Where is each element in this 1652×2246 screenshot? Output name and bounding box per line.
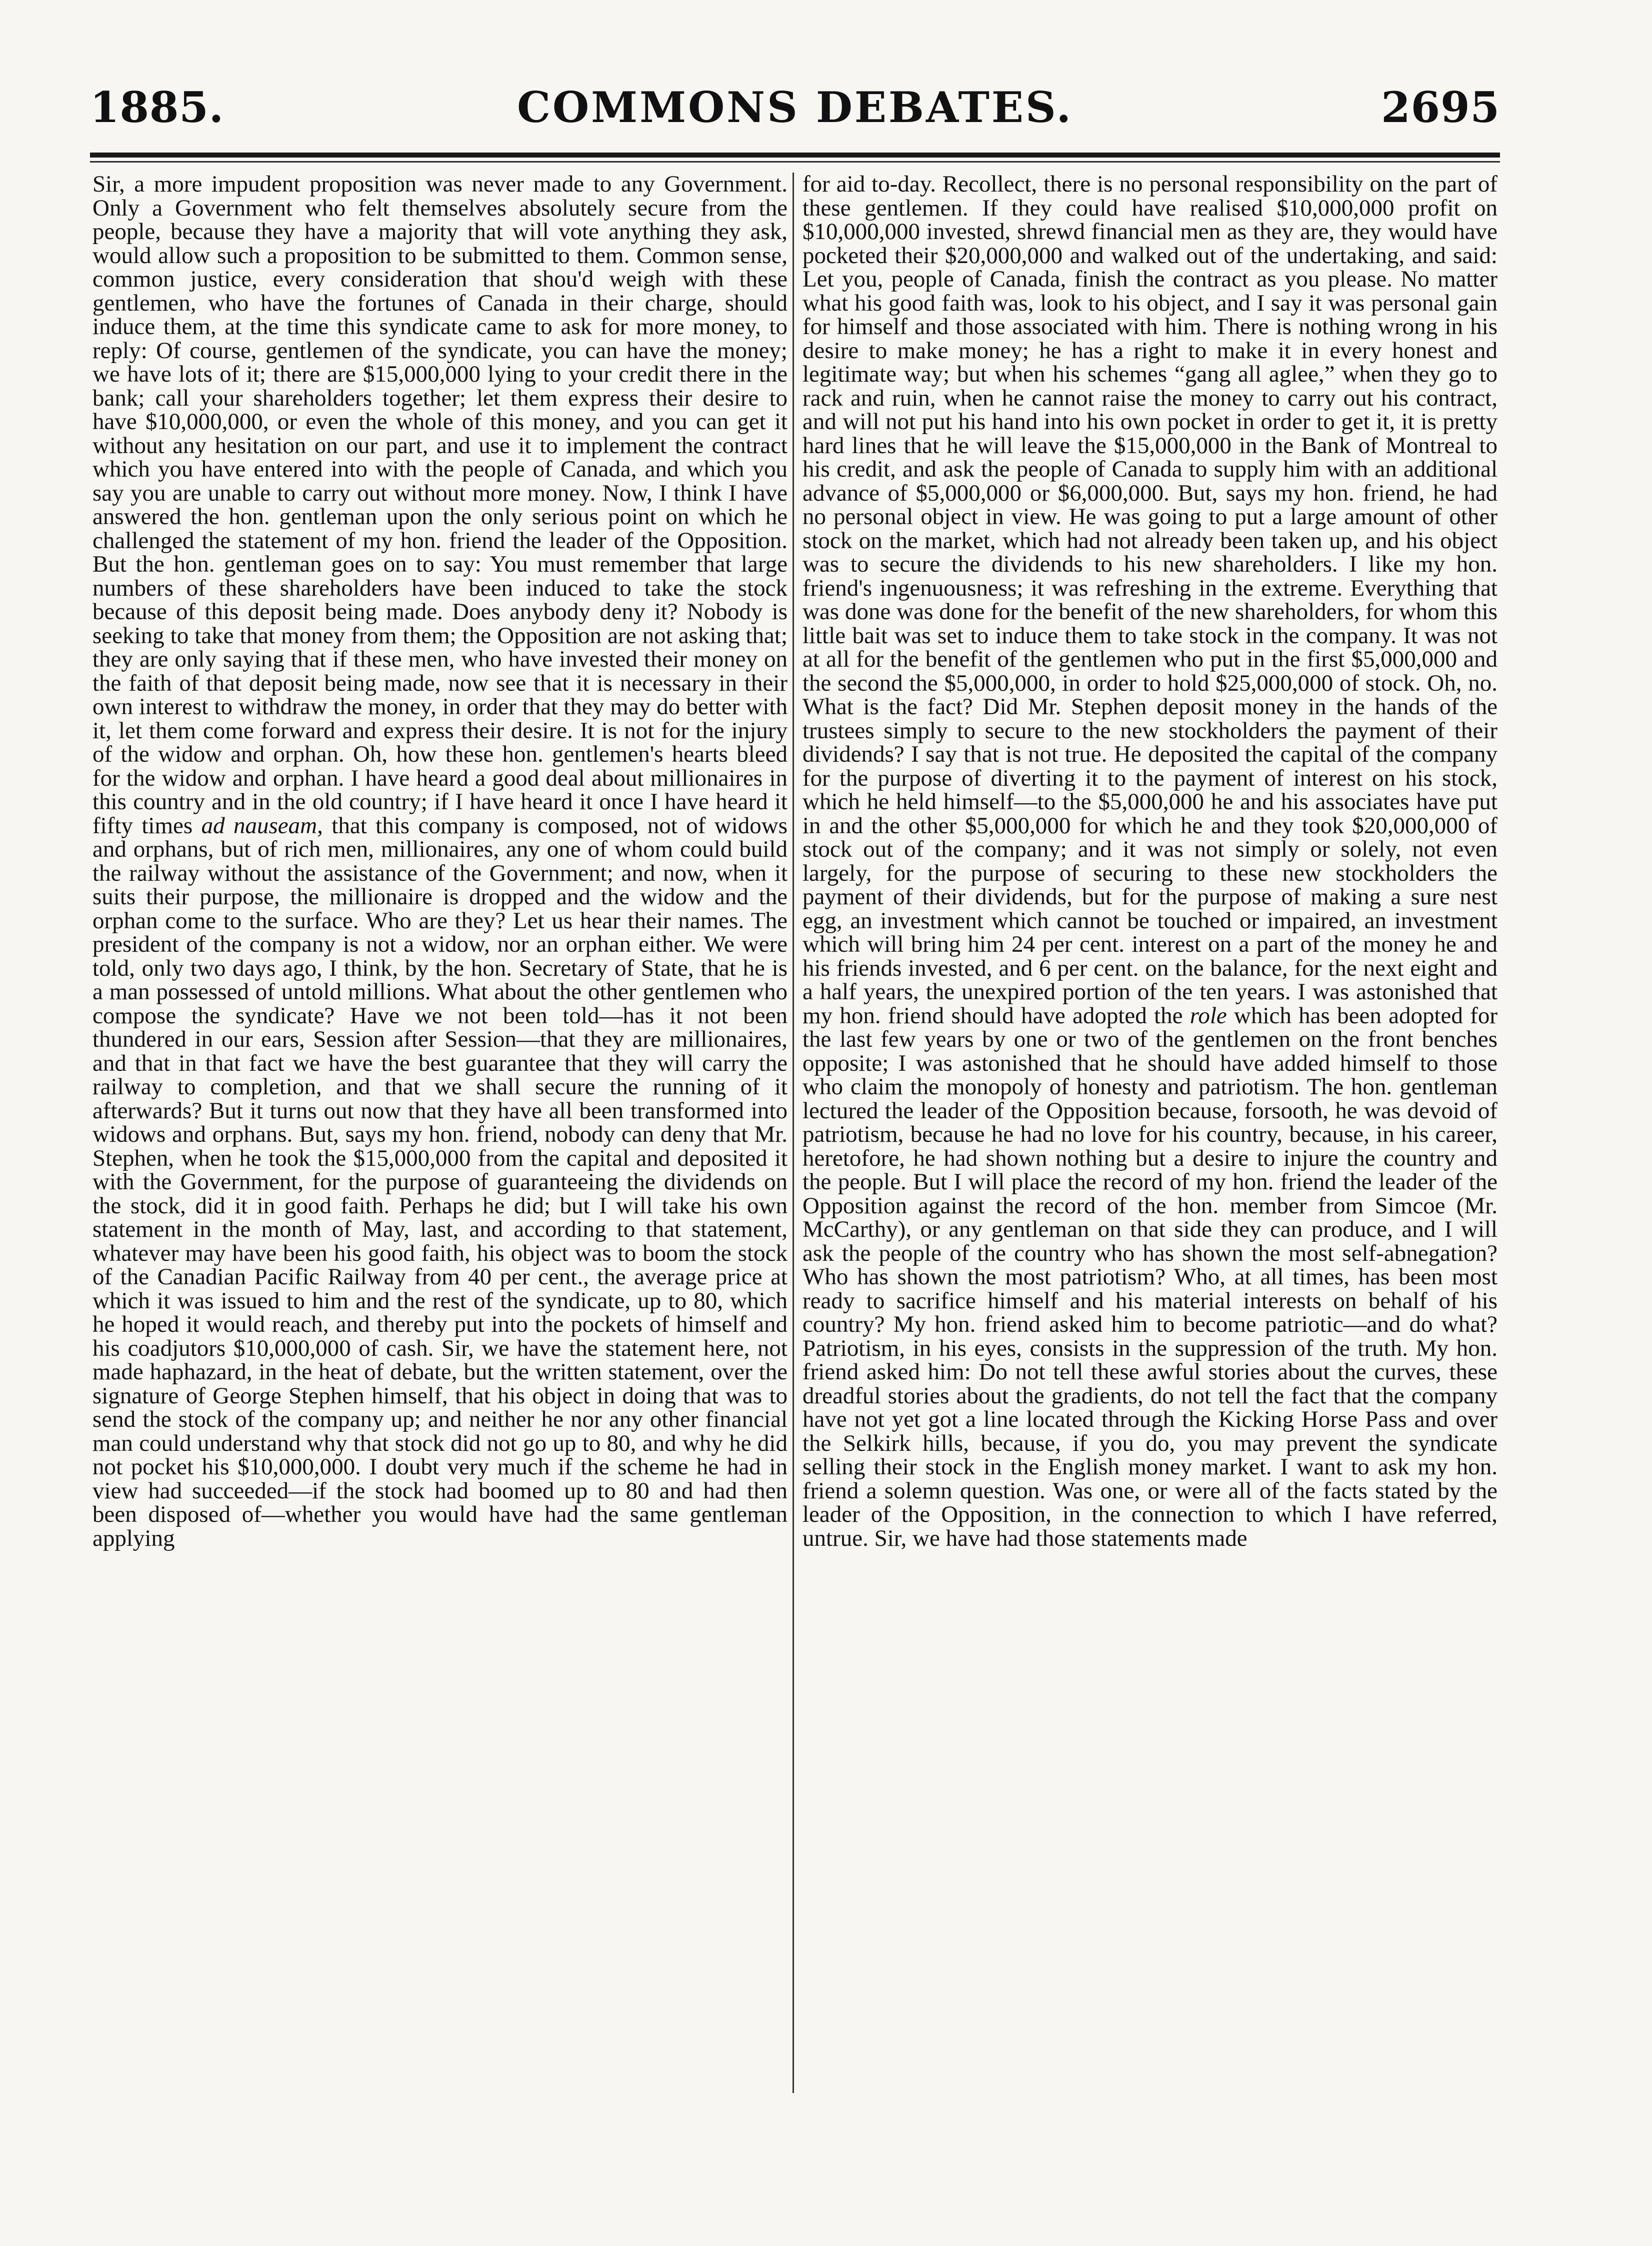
header-title: COMMONS DEBATES.	[517, 83, 1073, 132]
left-column	[92, 173, 788, 2093]
left-text-part-1: Sir, a more impudent proposition was never made to any Government. Only a Government who felt themselves absolutely secure from the people, because they have a majority that will vote anything they ask, would allow such a proposition to be submitted to them. Common sense, common justice, every consideration that shou'd weigh with these gentlemen, who have the fortunes of Canada in their charge, should induce them, at the time this syndicate came to ask for more money, to reply: Of course, gentlemen of the syndicate, you can have the money; we have lots of it; there are $15,000,000 lying to your credit there in the bank; call your shareholders together; let them express their desire to have $10,000,000, or even the whole of this money, and you can get it without any hesitation on our part, and use it to implement the contract which you have entered into with the people of Canada, and which you say you are unable to carry out without more money. Now, I think I have answered the hon. gentleman upon the only serious point on which he challenged the statement of my hon. friend the leader of the Opposition. But the hon. gentleman goes on to say: You must remember that large numbers of these shareholders have been induced to take the stock because of this deposit being made. Does anybody deny it? Nobody is seeking to take that money from them; the Opposition are not asking that; they are only saying that if these men, who have invested their money on the faith of that deposit being made, now see that it is necessary in their own interest to withdraw the money, in order that they may do better with it, let them come forward and express their desire. It is not for the injury of the widow and orphan. Oh, how these hon. gentlemen's hearts bleed for the widow and orphan. I have heard a good deal about millionaires in this country and in the old country; if I have heard it once I have heard it fifty times	[92, 173, 788, 839]
right-text-italic: role	[1190, 1002, 1227, 1029]
right-column	[802, 173, 1498, 2093]
left-text-part-2: , that this company is composed, not of widows and orphans, but of rich men, millionaires, any one of whom could build the railway without the assistance of the Government; and now, when it suits their purpose, the millionaire is dropped and the widow and the orphan come to the surface. Who are they? Let us hear their names. The president of the company is not a widow, nor an orphan either. We were told, only two days ago, I think, by the hon. Secretary of State, that he is a man possessed of untold millions. What about the other gentlemen who compose the syndicate? Have we not been told—has it not been thundered in our ears, Session after Session—that they are millionaires, and that in that fact we have the best guarantee that they will carry the railway to completion, and that we shall secure the running of it afterwards? But it turns out now that they have all been transformed into widows and orphans. But, says my hon. friend, nobody can deny that Mr. Stephen, when he took the $15,000,000 from the capital and deposited it with the Government, for the purpose of guaranteeing the dividends on the stock, did it in good faith. Perhaps he did; but I will take his own statement in the month of May, last, and according to that statement, whatever may have been his good faith, his object was to boom the stock of the Canadian Pacific Railway from 40 per cent., the average price at which it was issued to him and the rest of the syndicate, up to 80, which he hoped it would reach, and thereby put into the pockets of himself and his coadjutors $10,000,000 of cash. Sir, we have the statement here, not made haphazard, in the heat of debate, but the written statement, over the signature of George Stephen himself, that his object in doing that was to send the stock of the company up; and neither he nor any other financial man could understand why that stock did not go up to 80, and why he did not pocket his $10,000,000. I doubt very much if the scheme he had in view had succeeded—if the stock had boomed up to 80 and had then been disposed of—whether you would have had the same gentleman applying	[92, 812, 788, 1551]
header-page-number: 2695	[1381, 83, 1500, 132]
right-column-text	[802, 173, 1498, 1550]
left-column-text	[92, 173, 788, 1550]
header-rule-thick	[90, 153, 1500, 158]
right-text-part-2: which has been adopted for the last few years by one or two of the gentlemen on the front benches opposite; I was astonished that he should have added himself to those who claim the monopoly of honesty and patriotism. The hon. gentleman lectured the leader of the Opposition because, forsooth, he was devoid of patriotism, because he had no love for his country, because, in his career, heretofore, he had shown nothing but a desire to injure the country and the people. But I will place the record of my hon. friend the leader of the Opposition against the record of the hon. member from Simcoe (Mr. McCarthy), or any gentleman on that side they can produce, and I will ask the people of the country who has shown the most self-abnegation? Who has shown the most patriotism? Who, at all times, has been most ready to sacrifice himself and his material interests on behalf of his country? My hon. friend asked him to become patriotic—and do what? Patriotism, in his eyes, consists in the suppression of the truth. My hon. friend asked him: Do not tell these awful stories about the curves, these dreadful stories about the gradients, do not tell the fact that the company have not yet got a line located through the Kicking Horse Pass and over the Selkirk hills, because, if you do, you may prevent the syndicate selling their stock in the English money market. I want to ask my hon. friend a solemn question. Was one, or were all of the facts stated by the leader of the Opposition, in the connection to which I have referred, untrue. Sir, we have had those statements made	[802, 1002, 1498, 1551]
header-year: 1885.	[90, 83, 224, 132]
left-text-italic: ad nauseam	[201, 812, 318, 839]
page-header	[90, 80, 1500, 150]
right-text-part-1: for aid to-day. Recollect, there is no personal responsibility on the part of these gentlemen. If they could have realised $10,000,000 profit on $10,000,000 invested, shrewd financial men as they are, they would have pocketed their $20,000,000 and walked out of the undertaking, and said: Let you, people of Canada, finish the contract as you please. No matter what his good faith was, look to his object, and I say it was personal gain for himself and those associated with him. There is nothing wrong in his desire to make money; he has a right to make it in every honest and legitimate way; but when his schemes “gang all aglee,” when they go to rack and ruin, when he cannot raise the money to carry out his contract, and will not put his hand into his own pocket in order to get it, it is pretty hard lines that he will leave the $15,000,000 in the Bank of Montreal to his credit, and ask the people of Canada to supply him with an additional advance of $5,000,000 or $6,000,000. But, says my hon. friend, he had no personal object in view. He was going to put a large amount of other stock on the market, which had not already been taken up, and his object was to secure the dividends to his new shareholders. I like my hon. friend's ingenuousness; it was refreshing in the extreme. Everything that was done was done for the benefit of the new shareholders, for whom this little bait was set to induce them to take stock in the company. It was not at all for the benefit of the gentlemen who put in the first $5,000,000 and the second the $5,000,000, in order to hold $25,000,000 of stock. Oh, no. What is the fact? Did Mr. Stephen deposit money in the hands of the trustees simply to secure to the new stockholders the payment of their dividends? I say that is not true. He deposited the capital of the company for the purpose of diverting it to the payment of interest on his stock, which he held himself—to the $5,000,000 he and his associates have put in and the other $5,000,000 for which he and they took $20,000,000 of stock out of the company; and it was not simply or solely, not even largely, for the purpose of securing to these new stockholders the payment of their dividends, but for the purpose of making a sure nest egg, an investment which cannot be touched or impaired, an investment which will bring him 24 per cent. interest on a part of the money he and his friends invested, and 6 per cent. on the balance, for the next eight and a half years, the unexpired portion of the ten years. I was astonished that my hon. friend should have adopted the	[802, 173, 1498, 1029]
column-divider	[792, 173, 794, 2093]
header-rule-thin	[90, 161, 1500, 163]
